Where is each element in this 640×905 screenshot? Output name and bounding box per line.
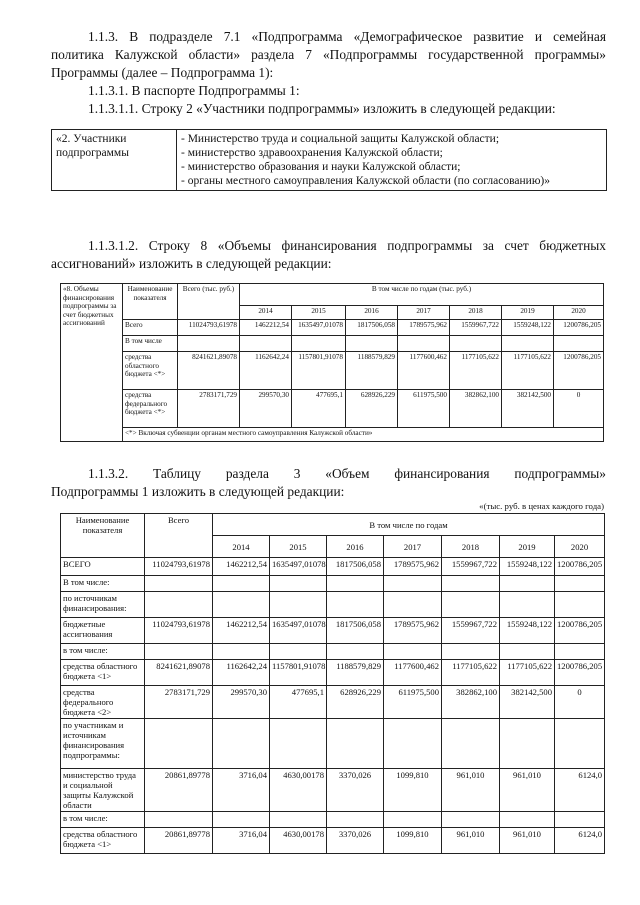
vol-year: 2020 [555,536,605,558]
table-row: средства федерального бюджета <2> 2783171,729 299570,30 477695,1 628926,229 611975,500 382862,100 382142,500 0 [61,686,605,719]
fin-year: 2017 [398,306,450,320]
vol-header-total: Всего [145,514,213,558]
table-row: ВСЕГО 11024793,61978 1462212,54 1635497,01078 1817506,058 1789575,962 1559967,722 1559248,122 1200786,205 [61,558,605,576]
paragraph-1-3-cont: политика Калужской области» раздела 7 «Подпрограммы государственной программы» [51,47,606,62]
paragraph-1-3-2-cont: Подпрограммы 1 изложить в следующей редакции: [51,484,345,499]
table-row: средства федерального бюджета <*> 2783171,729 299570,30 477695,1 628926,229 611975,500 382862,100 382142,500 0 [61,390,604,428]
financing-row-label: «8. Объемы финансирования подпрограммы за счет бюджетных ассигнований [61,284,123,442]
fin-header-total: Всего (тыс. руб.) [178,284,240,320]
vol-year: 2019 [500,536,555,558]
fin-year: 2016 [346,306,398,320]
table-row: бюджетные ассигнования 11024793,61978 1462212,54 1635497,01078 1817506,058 1789575,962 1559967,722 1559248,122 1200786,205 [61,618,605,644]
table-row: в том числе: [61,812,605,828]
table-row: средства областного бюджета <1> 8241621,89078 1162642,24 1157801,91078 1188579,829 1177600,462 1177105,622 1177105,622 1200786,205 [61,660,605,686]
vol-year: 2015 [270,536,327,558]
volume-table [60,513,605,854]
table-row: министерство труда и социальной защиты Калужской области 20861,89778 3716,04 4630,00178 3370,026 1099,810 961,010 961,010 6124,0 [61,769,605,812]
paragraph-1-3: 1.1.3. В подразделе 7.1 «Подпрограмма «Демографическое развитие и семейная [88,29,606,44]
paragraph-1-3-2: 1.1.3.2. Таблицу раздела 3 «Объем финансирования подпрограммы» [88,466,606,481]
participant-item: - министерство здравоохранения Калужской области; [181,147,443,159]
table-row: Всего 11024793,61978 1462212,54 1635497,01078 1817506,058 1789575,962 1559967,722 1559248,122 1200786,205 [61,320,604,336]
paragraph-1-3-end: Программы (далее – Подпрограмма 1): [51,65,274,80]
vol-year: 2016 [327,536,384,558]
vol-header-years: В том числе по годам [213,514,605,536]
table-row: по участникам и источникам финансирования подпрограммы: [61,719,605,769]
participants-table [51,129,607,191]
fin-year: 2020 [554,306,604,320]
participants-list [177,130,607,191]
fin-year: 2019 [502,306,554,320]
paragraph-1-3-1: 1.1.3.1. В паспорте Подпрограммы 1: [88,83,300,98]
fin-year: 2014 [240,306,292,320]
table-row: средства областного бюджета <*> 8241621,89078 1162642,24 1157801,91078 1188579,829 1177600,462 1177105,622 1177105,622 1200786,205 [61,352,604,390]
financing-table [60,283,604,442]
fin-footnote: <*> Включая субвенции органам местного самоуправления Калужской области» [123,428,604,442]
fin-year: 2018 [450,306,502,320]
vol-year: 2017 [384,536,442,558]
fin-header-name: Наименование показателя [123,284,178,320]
table-row: по источникам финансирования: [61,592,605,618]
table-row: В том числе [61,336,604,352]
fin-year: 2015 [292,306,346,320]
table-row: в том числе: [61,644,605,660]
vol-year: 2014 [213,536,270,558]
paragraph-1-3-1-2: 1.1.3.1.2. Строку 8 «Объемы финансирования подпрограммы за счет бюджетных [88,238,606,253]
paragraph-1-3-1-1: 1.1.3.1.1. Строку 2 «Участники подпрограммы» изложить в следующей редакции: [88,101,556,116]
paragraph-1-3-1-2-cont: ассигнований» изложить в следующей редакции: [51,256,332,271]
participants-label: «2. Участники подпрограммы [52,130,177,191]
vol-year: 2018 [442,536,500,558]
participant-item: - министерство образования и науки Калужской области; [181,161,461,173]
vol-header-name: Наименование показателя [61,514,145,558]
fin-header-years: В том числе по годам (тыс. руб.) [240,284,604,306]
table-row: средства областного бюджета <1> 20861,89778 3716,04 4630,00178 3370,026 1099,810 961,010 961,010 6124,0 [61,828,605,854]
unit-note: «(тыс. руб. в ценах каждого года) [479,501,604,511]
participant-item: - Министерство труда и социальной защиты Калужской области; [181,133,500,145]
table-row: В том числе: [61,576,605,592]
participant-item: - органы местного самоуправления Калужской области (по согласованию)» [181,175,550,187]
